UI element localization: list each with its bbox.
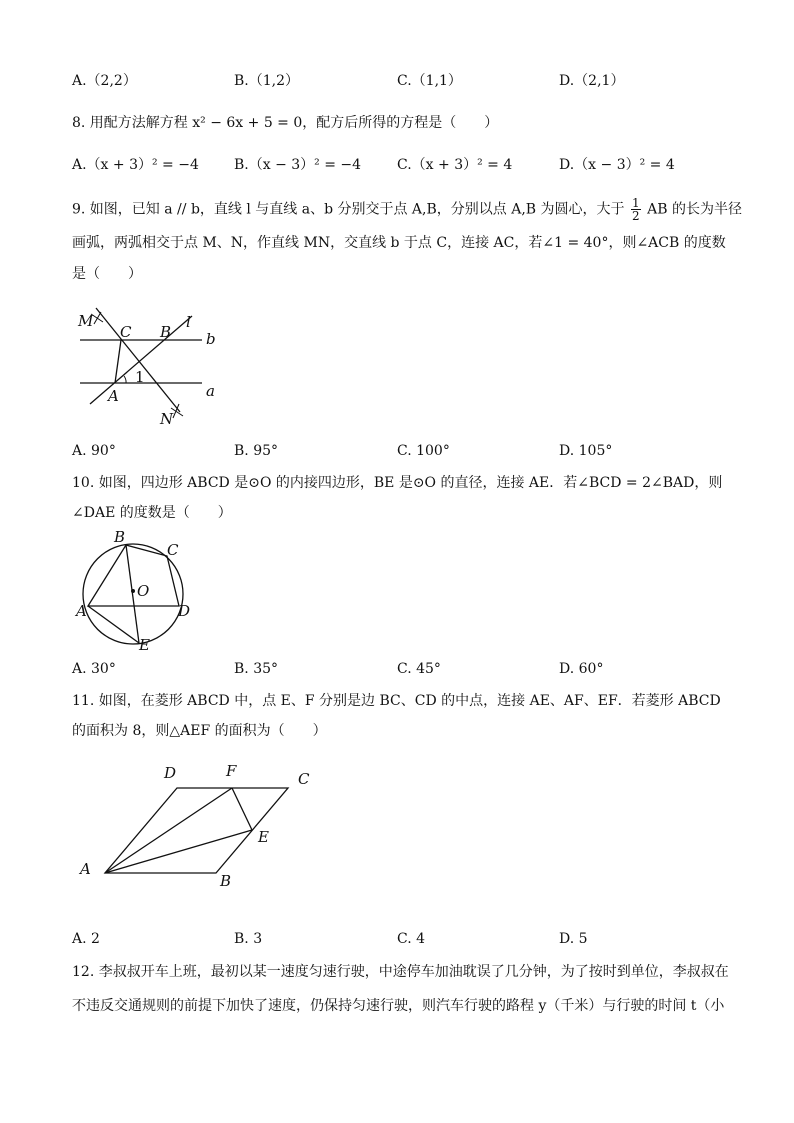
q11-option-c[interactable]: C. 4 bbox=[397, 931, 426, 947]
q9-stem-line1-pre: 9. 如图，已知 a // b，直线 l 与直线 a、b 分别交于点 A,B，分别以点 A,B 为圆心，大于 bbox=[72, 201, 625, 218]
label-b: B bbox=[220, 872, 232, 890]
q9-fraction-denominator: 2 bbox=[632, 209, 640, 223]
label-l: l bbox=[186, 313, 191, 331]
label-a-line: a bbox=[206, 382, 215, 400]
label-e: E bbox=[139, 636, 150, 654]
q9-fraction bbox=[631, 197, 641, 222]
q7-option-a[interactable]: A.（2,2） bbox=[72, 73, 137, 89]
q9-options bbox=[72, 441, 722, 461]
q10-stem-line2: ∠DAE 的度数是（ ） bbox=[72, 505, 232, 521]
q11-option-a[interactable]: A. 2 bbox=[72, 931, 100, 947]
label-a-point: A bbox=[108, 387, 119, 405]
center-point bbox=[131, 589, 135, 593]
label-d: D bbox=[164, 764, 177, 782]
segment-ef bbox=[232, 788, 252, 830]
label-n: N bbox=[160, 410, 174, 428]
q10-options bbox=[72, 659, 722, 679]
label-d: D bbox=[178, 602, 191, 620]
segment-ae bbox=[88, 606, 139, 643]
label-c: C bbox=[298, 770, 310, 788]
q8-options bbox=[72, 155, 722, 175]
q11-stem-line2: 的面积为 8，则△AEF 的面积为（ ） bbox=[72, 723, 327, 739]
q9-stem-line2: 画弧，两弧相交于点 M、N，作直线 MN，交直线 b 于点 C，连接 AC，若∠1 = 40°，则∠ACB 的度数 bbox=[72, 235, 726, 251]
label-c: C bbox=[167, 541, 179, 559]
q12-stem-line1: 12. 李叔叔开车上班，最初以某一速度匀速行驶，中途停车加油耽误了几分钟，为了按时到单位，李叔叔在 bbox=[72, 964, 729, 980]
label-o: O bbox=[137, 582, 150, 600]
q7-option-b[interactable]: B.（1,2） bbox=[234, 73, 300, 89]
label-b: B bbox=[114, 528, 126, 546]
q12-stem-line2: 不违反交通规则的前提下加快了速度，仍保持匀速行驶，则汽车行驶的路程 y（千米）与行驶的时间 t（小 bbox=[72, 998, 725, 1014]
q10-option-c[interactable]: C. 45° bbox=[397, 661, 441, 677]
segment-ac bbox=[115, 340, 121, 383]
q9-fraction-numerator: 1 bbox=[632, 196, 640, 210]
q9-option-b[interactable]: B. 95° bbox=[234, 443, 279, 459]
q9-option-a[interactable]: A. 90° bbox=[72, 443, 116, 459]
q8-option-d[interactable]: D.（x − 3）² = 4 bbox=[559, 157, 675, 173]
segment-af bbox=[105, 788, 232, 873]
q11-options bbox=[72, 929, 722, 949]
line-l bbox=[90, 316, 192, 404]
label-f: F bbox=[226, 762, 237, 780]
label-m: M bbox=[78, 312, 94, 330]
label-b-line: b bbox=[206, 330, 216, 348]
q9-figure bbox=[72, 300, 232, 430]
q8-option-b[interactable]: B.（x − 3）² = −4 bbox=[234, 157, 362, 173]
q9-stem-line1 bbox=[72, 197, 742, 222]
label-e: E bbox=[258, 828, 269, 846]
q7-option-c[interactable]: C.（1,1） bbox=[397, 73, 462, 89]
q8-option-a[interactable]: A.（x + 3）² = −4 bbox=[72, 157, 199, 173]
label-angle-1: 1 bbox=[135, 368, 145, 386]
q7-options bbox=[72, 71, 722, 91]
q7-option-d[interactable]: D.（2,1） bbox=[559, 73, 625, 89]
q10-option-b[interactable]: B. 35° bbox=[234, 661, 279, 677]
q10-option-d[interactable]: D. 60° bbox=[559, 661, 604, 677]
angle-1-arc bbox=[124, 376, 126, 383]
q11-figure bbox=[72, 760, 322, 890]
segment-ae bbox=[105, 830, 252, 873]
q8-stem: 8. 用配方法解方程 x² − 6x + 5 = 0，配方后所得的方程是（ ） bbox=[72, 115, 499, 131]
q10-figure bbox=[72, 528, 202, 656]
label-b-point: B bbox=[160, 323, 172, 341]
q9-stem-line3: 是（ ） bbox=[72, 266, 142, 282]
q10-stem-line1: 10. 如图，四边形 ABCD 是⊙O 的内接四边形，BE 是⊙O 的直径，连接 AE．若∠BCD = 2∠BAD，则 bbox=[72, 475, 723, 491]
q11-option-b[interactable]: B. 3 bbox=[234, 931, 263, 947]
label-c: C bbox=[120, 323, 132, 341]
q8-option-c[interactable]: C.（x + 3）² = 4 bbox=[397, 157, 513, 173]
q9-option-d[interactable]: D. 105° bbox=[559, 443, 613, 459]
q9-option-c[interactable]: C. 100° bbox=[397, 443, 450, 459]
q11-stem-line1: 11. 如图，在菱形 ABCD 中，点 E、F 分别是边 BC、CD 的中点，连接 AE、AF、EF．若菱形 ABCD bbox=[72, 693, 721, 709]
label-a: A bbox=[76, 602, 87, 620]
q10-option-a[interactable]: A. 30° bbox=[72, 661, 116, 677]
q9-stem-line1-post: AB 的长为半径 bbox=[647, 201, 742, 218]
label-a: A bbox=[80, 860, 91, 878]
q11-option-d[interactable]: D. 5 bbox=[559, 931, 588, 947]
